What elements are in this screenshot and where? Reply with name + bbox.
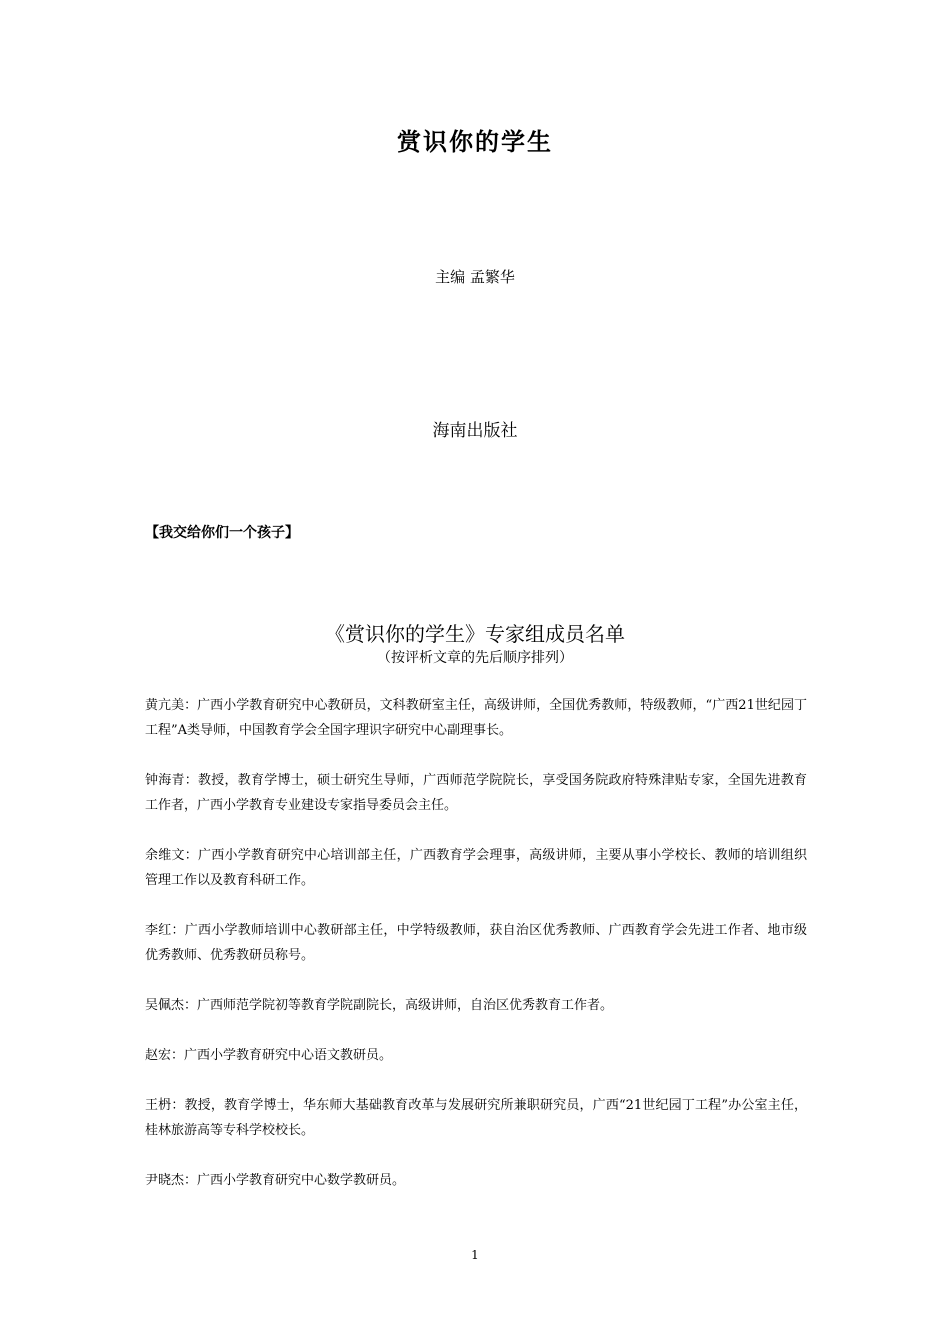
expert-list-title: 《赏识你的学生》专家组成员名单 <box>325 622 625 646</box>
expert-member-entry: 余维文：广西小学教育研究中心培训部主任，广西教育学会理事，高级讲师，主要从事小学校长、教师的培训组织管理工作以及教育科研工作。 <box>145 848 807 888</box>
expert-member-list <box>145 693 807 1218</box>
expert-member-entry: 赵宏：广西小学教育研究中心语文教研员。 <box>145 1048 393 1063</box>
section-heading: 【我交给你们一个孩子】 <box>145 525 299 541</box>
page-number: 1 <box>471 1248 479 1262</box>
expert-list-subtitle: （按评析文章的先后顺序排列） <box>377 650 573 666</box>
expert-member-entry: 钟海青：教授，教育学博士，硕士研究生导师，广西师范学院院长，享受国务院政府特殊津贴专家，全国先进教育工作者，广西小学教育专业建设专家指导委员会主任。 <box>145 773 807 813</box>
publisher-name: 海南出版社 <box>432 421 518 441</box>
expert-member-entry: 尹晓杰：广西小学教育研究中心数学教研员。 <box>145 1173 406 1188</box>
editor-line: 主编 孟繁华 <box>435 268 515 286</box>
book-title: 赏识你的学生 <box>397 128 553 156</box>
expert-member-entry: 黄亢美：广西小学教育研究中心教研员，文科教研室主任，高级讲师，全国优秀教师，特级教师，“广西21世纪园丁工程”A类导师，中国教育学会全国字理识字研究中心副理事长。 <box>145 698 807 738</box>
expert-member-entry: 李红：广西小学教师培训中心教研部主任，中学特级教师，获自治区优秀教师、广西教育学会先进工作者、地市级优秀教师、优秀教研员称号。 <box>145 923 807 963</box>
expert-member-entry: 王枬：教授，教育学博士，华东师大基础教育改革与发展研究所兼职研究员，广西“21世纪园丁工程”办公室主任，桂林旅游高等专科学校校长。 <box>145 1098 807 1138</box>
expert-member-entry: 吴佩杰：广西师范学院初等教育学院副院长，高级讲师，自治区优秀教育工作者。 <box>145 998 614 1013</box>
